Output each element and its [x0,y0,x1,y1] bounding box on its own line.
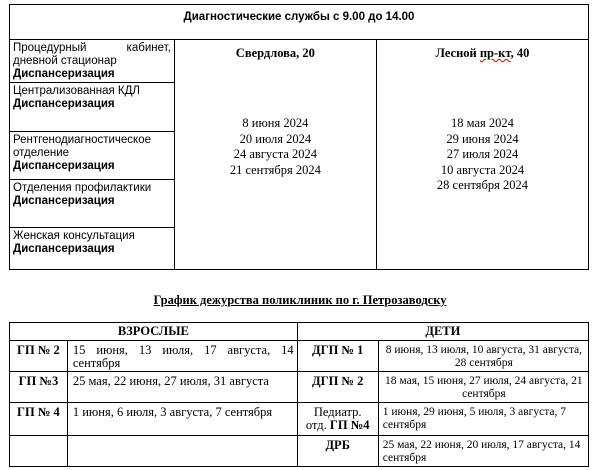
service-kdl [10,83,175,132]
child-clinic: ДГП № 2 [297,372,378,403]
service-name: Женская консультация [13,230,135,242]
adult-clinic: ГП № 4 [10,403,68,436]
child-clinic-line2 [298,419,378,432]
location-lesnoy [376,40,588,270]
service-name: Рентгенодиагностическое отделение [13,134,152,159]
date-item: 21 сентября 2024 [229,162,321,177]
adult-clinic [10,436,68,467]
service-xray [10,132,175,180]
service-name: Централизованная КДЛ [13,85,140,97]
child-dates: 18 мая, 15 июня, 27 июля, 24 августа, 21 сентября [378,372,588,403]
service-procedure-room [10,40,175,83]
table-row [10,372,589,403]
child-clinic [297,403,378,436]
diagnostic-services-title: Диагностические службы с 9.00 до 14.00 [10,5,589,40]
adult-dates: 25 мая, 22 июня, 27 июля, 31 августа [67,372,297,403]
date-item: 27 июля 2024 [446,147,519,161]
service-name: Отделения профилактики [13,182,152,194]
location-name-marked: пр-кт [479,46,511,60]
service-prevention [10,180,175,228]
date-item: 24 августа 2024 [233,147,318,161]
child-dates: 8 июня, 13 июля, 10 августа, 31 августа, 28 сентября [378,341,588,372]
duty-schedule-table [9,322,589,467]
child-dates: 25 мая, 22 июня, 20 июля, 17 августа, 14 сентября [378,436,588,467]
date-item: 10 августа 2024 [440,162,525,177]
service-note: Диспансеризация [13,195,115,207]
adult-dates: 15 июня, 13 июля, 17 августа, 14 сентября [67,341,297,372]
date-item: 18 мая 2024 [451,116,514,130]
service-note: Диспансеризация [13,243,115,255]
adult-clinic: ГП № 2 [10,341,68,372]
adults-header: ВЗРОСЛЫЕ [10,323,298,341]
child-clinic: ДРБ [297,436,378,467]
children-header: ДЕТИ [297,323,588,341]
date-item: 20 июля 2024 [239,131,312,146]
duty-schedule-heading: График дежурства поликлиник по г. Петрозаводску [153,293,447,307]
child-clinic: ДГП № 1 [297,341,378,372]
location-name-prefix: Лесной [435,46,480,60]
child-clinic-line2-prefix: отд. [305,418,330,432]
service-note: Диспансеризация [13,160,115,172]
date-item: 28 сентября 2024 [436,178,529,192]
child-clinic-line2-bold: ГП №4 [329,418,370,432]
location-dates [377,116,588,194]
service-note: Диспансеризация [13,98,115,110]
child-clinic-line1: Педиатр. [313,405,362,419]
location-name: Свердлова, 20 [235,46,315,60]
adult-dates [67,436,297,467]
child-dates: 1 июня, 29 июня, 5 июля, 3 августа, 7 сентября [378,403,588,436]
location-name-suffix: , 40 [510,46,530,60]
location-sverdlova [174,40,376,270]
adult-dates: 1 июня, 6 июля, 3 августа, 7 сентября [67,403,297,436]
date-item: 8 июня 2024 [242,116,309,130]
date-item: 29 июня 2024 [446,131,519,146]
table-row [10,436,589,467]
table-row [10,341,589,372]
diagnostic-services-table [9,4,589,270]
service-womens-consultation [10,228,175,270]
table-row [10,403,589,436]
location-dates [175,116,376,178]
service-note: Диспансеризация [13,68,115,80]
adult-clinic: ГП №3 [10,372,68,403]
service-name: Процедурный кабинет, дневной стационар [13,42,171,67]
location-name [377,46,588,61]
